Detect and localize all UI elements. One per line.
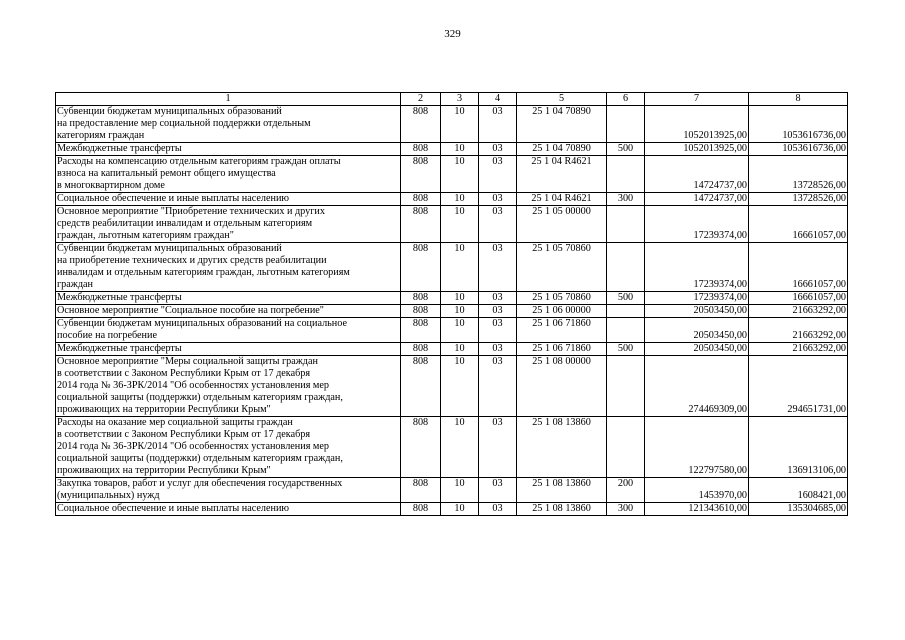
row-amount-col8: 1053616736,00 bbox=[749, 106, 848, 143]
row-code-section: 10 bbox=[441, 305, 479, 318]
row-name-cell bbox=[56, 193, 401, 206]
row-amount-col8: 16661057,00 bbox=[749, 292, 848, 305]
table-row bbox=[56, 343, 848, 356]
row-code-ministry: 808 bbox=[401, 193, 441, 206]
row-code-section: 10 bbox=[441, 503, 479, 516]
row-name-line: Расходы на компенсацию отдельным категориям граждан оплаты bbox=[57, 156, 341, 167]
row-code-expense-type: 200 bbox=[607, 478, 645, 503]
row-code-target: 25 1 04 70890 bbox=[517, 106, 607, 143]
row-amount-col7: 1052013925,00 bbox=[645, 143, 749, 156]
row-code-target: 25 1 04 R4621 bbox=[517, 156, 607, 193]
row-code-ministry: 808 bbox=[401, 206, 441, 243]
row-code-target: 25 1 06 00000 bbox=[517, 305, 607, 318]
row-name-line: Субвенции бюджетам муниципальных образований bbox=[57, 106, 282, 117]
row-code-expense-type bbox=[607, 417, 645, 478]
row-code-subsection: 03 bbox=[479, 106, 517, 143]
row-name-cell bbox=[56, 106, 401, 143]
row-code-ministry: 808 bbox=[401, 305, 441, 318]
row-name-cell bbox=[56, 292, 401, 305]
row-name-line: Межбюджетные трансферты bbox=[57, 143, 182, 154]
row-code-expense-type bbox=[607, 305, 645, 318]
row-code-subsection: 03 bbox=[479, 305, 517, 318]
row-code-expense-type: 500 bbox=[607, 143, 645, 156]
row-code-target: 25 1 05 70860 bbox=[517, 243, 607, 292]
row-code-expense-type: 500 bbox=[607, 292, 645, 305]
row-code-expense-type bbox=[607, 243, 645, 292]
header-col-6: 6 bbox=[607, 93, 645, 106]
row-name-line: на приобретение технических и других средств реабилитации bbox=[57, 255, 327, 266]
row-amount-col8: 21663292,00 bbox=[749, 305, 848, 318]
row-name-line: Основное мероприятие "Социальное пособие на погребение" bbox=[57, 305, 324, 316]
row-amount-col7: 14724737,00 bbox=[645, 156, 749, 193]
row-name-line: социальной защиты (поддержки) отдельным категориям граждан, bbox=[57, 453, 343, 464]
row-amount-col7: 1453970,00 bbox=[645, 478, 749, 503]
row-name-cell bbox=[56, 305, 401, 318]
row-amount-col8: 16661057,00 bbox=[749, 243, 848, 292]
row-code-target: 25 1 06 71860 bbox=[517, 343, 607, 356]
row-name-line: взноса на капитальный ремонт общего имущества bbox=[57, 168, 276, 179]
row-name-line: Субвенции бюджетам муниципальных образований bbox=[57, 243, 282, 254]
row-code-expense-type bbox=[607, 106, 645, 143]
table-row bbox=[56, 292, 848, 305]
row-code-target: 25 1 04 R4621 bbox=[517, 193, 607, 206]
row-code-ministry: 808 bbox=[401, 356, 441, 417]
row-code-subsection: 03 bbox=[479, 417, 517, 478]
row-code-expense-type: 300 bbox=[607, 503, 645, 516]
table-row bbox=[56, 305, 848, 318]
row-name-line: Социальное обеспечение и иные выплаты населению bbox=[57, 503, 290, 514]
row-name-cell bbox=[56, 243, 401, 292]
row-code-subsection: 03 bbox=[479, 206, 517, 243]
row-code-expense-type bbox=[607, 318, 645, 343]
row-code-expense-type: 500 bbox=[607, 343, 645, 356]
row-name-line: проживающих на территории Республики Крым" bbox=[57, 404, 271, 415]
row-amount-col7: 274469309,00 bbox=[645, 356, 749, 417]
row-name-line: в многоквартирном доме bbox=[57, 180, 165, 191]
row-code-subsection: 03 bbox=[479, 478, 517, 503]
table-row bbox=[56, 417, 848, 478]
row-name-line: средств реабилитации инвалидам и отдельным категориям bbox=[57, 218, 313, 229]
row-code-ministry: 808 bbox=[401, 417, 441, 478]
row-code-ministry: 808 bbox=[401, 143, 441, 156]
row-amount-col7: 17239374,00 bbox=[645, 206, 749, 243]
header-col-5: 5 bbox=[517, 93, 607, 106]
row-code-ministry: 808 bbox=[401, 156, 441, 193]
row-code-subsection: 03 bbox=[479, 193, 517, 206]
row-amount-col8: 21663292,00 bbox=[749, 343, 848, 356]
row-name-line: социальной защиты (поддержки) отдельным категориям граждан, bbox=[57, 392, 343, 403]
row-code-subsection: 03 bbox=[479, 292, 517, 305]
table-row bbox=[56, 318, 848, 343]
row-code-subsection: 03 bbox=[479, 143, 517, 156]
header-col-8: 8 bbox=[749, 93, 848, 106]
row-name-cell bbox=[56, 206, 401, 243]
row-amount-col8: 1053616736,00 bbox=[749, 143, 848, 156]
row-amount-col8: 136913106,00 bbox=[749, 417, 848, 478]
header-row bbox=[56, 93, 848, 106]
row-code-ministry: 808 bbox=[401, 243, 441, 292]
row-name-cell bbox=[56, 318, 401, 343]
row-code-ministry: 808 bbox=[401, 503, 441, 516]
row-code-section: 10 bbox=[441, 356, 479, 417]
row-code-target: 25 1 08 00000 bbox=[517, 356, 607, 417]
row-code-section: 10 bbox=[441, 478, 479, 503]
row-code-section: 10 bbox=[441, 143, 479, 156]
row-amount-col8: 16661057,00 bbox=[749, 206, 848, 243]
row-code-target: 25 1 04 70890 bbox=[517, 143, 607, 156]
row-code-subsection: 03 bbox=[479, 243, 517, 292]
row-code-target: 25 1 08 13860 bbox=[517, 503, 607, 516]
row-code-expense-type bbox=[607, 356, 645, 417]
row-amount-col7: 121343610,00 bbox=[645, 503, 749, 516]
row-amount-col7: 122797580,00 bbox=[645, 417, 749, 478]
row-amount-col7: 14724737,00 bbox=[645, 193, 749, 206]
row-name-line: 2014 года № 36-ЗРК/2014 "Об особенностях установления мер bbox=[57, 380, 329, 391]
row-code-section: 10 bbox=[441, 206, 479, 243]
row-name-line: граждан bbox=[57, 279, 93, 290]
budget-table bbox=[55, 92, 848, 516]
row-code-section: 10 bbox=[441, 417, 479, 478]
row-name-cell bbox=[56, 503, 401, 516]
row-name-line: инвалидам и отдельным категориям граждан, льготным категориям bbox=[57, 267, 350, 278]
row-name-line: в соответствии с Законом Республики Крым от 17 декабря bbox=[57, 368, 311, 379]
row-code-subsection: 03 bbox=[479, 343, 517, 356]
row-name-cell bbox=[56, 356, 401, 417]
row-amount-col7: 20503450,00 bbox=[645, 343, 749, 356]
table-row bbox=[56, 193, 848, 206]
row-amount-col7: 20503450,00 bbox=[645, 305, 749, 318]
row-name-line: граждан, льготным категориям граждан" bbox=[57, 230, 234, 241]
row-name-line: Основное мероприятие "Приобретение технических и других bbox=[57, 206, 325, 217]
row-name-cell bbox=[56, 143, 401, 156]
row-code-section: 10 bbox=[441, 343, 479, 356]
header-col-2: 2 bbox=[401, 93, 441, 106]
row-amount-col8: 13728526,00 bbox=[749, 193, 848, 206]
row-name-line: Межбюджетные трансферты bbox=[57, 343, 182, 354]
row-amount-col8: 294651731,00 bbox=[749, 356, 848, 417]
row-code-subsection: 03 bbox=[479, 503, 517, 516]
header-col-1: 1 bbox=[56, 93, 401, 106]
row-name-line: на предоставление мер социальной поддержки отдельным bbox=[57, 118, 311, 129]
row-amount-col8: 21663292,00 bbox=[749, 318, 848, 343]
row-name-cell bbox=[56, 343, 401, 356]
row-name-line: Расходы на оказание мер социальной защиты граждан bbox=[57, 417, 293, 428]
row-amount-col7: 17239374,00 bbox=[645, 292, 749, 305]
table-row bbox=[56, 143, 848, 156]
table-row bbox=[56, 106, 848, 143]
table-row bbox=[56, 356, 848, 417]
row-code-target: 25 1 05 70860 bbox=[517, 292, 607, 305]
row-name-line: (муниципальных) нужд bbox=[57, 490, 160, 501]
row-amount-col7: 1052013925,00 bbox=[645, 106, 749, 143]
row-code-expense-type bbox=[607, 206, 645, 243]
page-number: 329 bbox=[444, 28, 461, 40]
row-code-target: 25 1 08 13860 bbox=[517, 478, 607, 503]
row-code-section: 10 bbox=[441, 106, 479, 143]
table-row bbox=[56, 156, 848, 193]
row-code-expense-type bbox=[607, 156, 645, 193]
row-amount-col8: 1608421,00 bbox=[749, 478, 848, 503]
table-row bbox=[56, 478, 848, 503]
header-col-4: 4 bbox=[479, 93, 517, 106]
row-name-cell bbox=[56, 478, 401, 503]
row-code-target: 25 1 05 00000 bbox=[517, 206, 607, 243]
row-name-line: пособие на погребение bbox=[57, 330, 157, 341]
row-amount-col8: 135304685,00 bbox=[749, 503, 848, 516]
row-name-line: категориям граждан bbox=[57, 130, 145, 141]
header-col-3: 3 bbox=[441, 93, 479, 106]
row-name-line: 2014 года № 36-ЗРК/2014 "Об особенностях установления мер bbox=[57, 441, 329, 452]
row-name-line: Межбюджетные трансферты bbox=[57, 292, 182, 303]
row-code-target: 25 1 08 13860 bbox=[517, 417, 607, 478]
row-name-line: в соответствии с Законом Республики Крым от 17 декабря bbox=[57, 429, 311, 440]
row-code-section: 10 bbox=[441, 243, 479, 292]
table-row bbox=[56, 206, 848, 243]
row-code-ministry: 808 bbox=[401, 318, 441, 343]
row-name-cell bbox=[56, 156, 401, 193]
row-amount-col7: 17239374,00 bbox=[645, 243, 749, 292]
row-name-line: проживающих на территории Республики Крым" bbox=[57, 465, 271, 476]
row-code-subsection: 03 bbox=[479, 356, 517, 417]
header-col-7: 7 bbox=[645, 93, 749, 106]
row-code-target: 25 1 06 71860 bbox=[517, 318, 607, 343]
row-code-section: 10 bbox=[441, 193, 479, 206]
row-code-ministry: 808 bbox=[401, 343, 441, 356]
row-name-line: Субвенции бюджетам муниципальных образований на социальное bbox=[57, 318, 347, 329]
row-name-line: Основное мероприятие "Меры социальной защиты граждан bbox=[57, 356, 318, 367]
row-code-subsection: 03 bbox=[479, 156, 517, 193]
row-name-cell bbox=[56, 417, 401, 478]
row-name-line: Закупка товаров, работ и услуг для обеспечения государственных bbox=[57, 478, 343, 489]
row-code-subsection: 03 bbox=[479, 318, 517, 343]
row-code-section: 10 bbox=[441, 292, 479, 305]
table-row bbox=[56, 243, 848, 292]
row-code-ministry: 808 bbox=[401, 292, 441, 305]
row-name-line: Социальное обеспечение и иные выплаты населению bbox=[57, 193, 290, 204]
row-code-ministry: 808 bbox=[401, 106, 441, 143]
row-amount-col7: 20503450,00 bbox=[645, 318, 749, 343]
row-code-expense-type: 300 bbox=[607, 193, 645, 206]
table-row bbox=[56, 503, 848, 516]
row-amount-col8: 13728526,00 bbox=[749, 156, 848, 193]
row-code-section: 10 bbox=[441, 318, 479, 343]
row-code-section: 10 bbox=[441, 156, 479, 193]
row-code-ministry: 808 bbox=[401, 478, 441, 503]
